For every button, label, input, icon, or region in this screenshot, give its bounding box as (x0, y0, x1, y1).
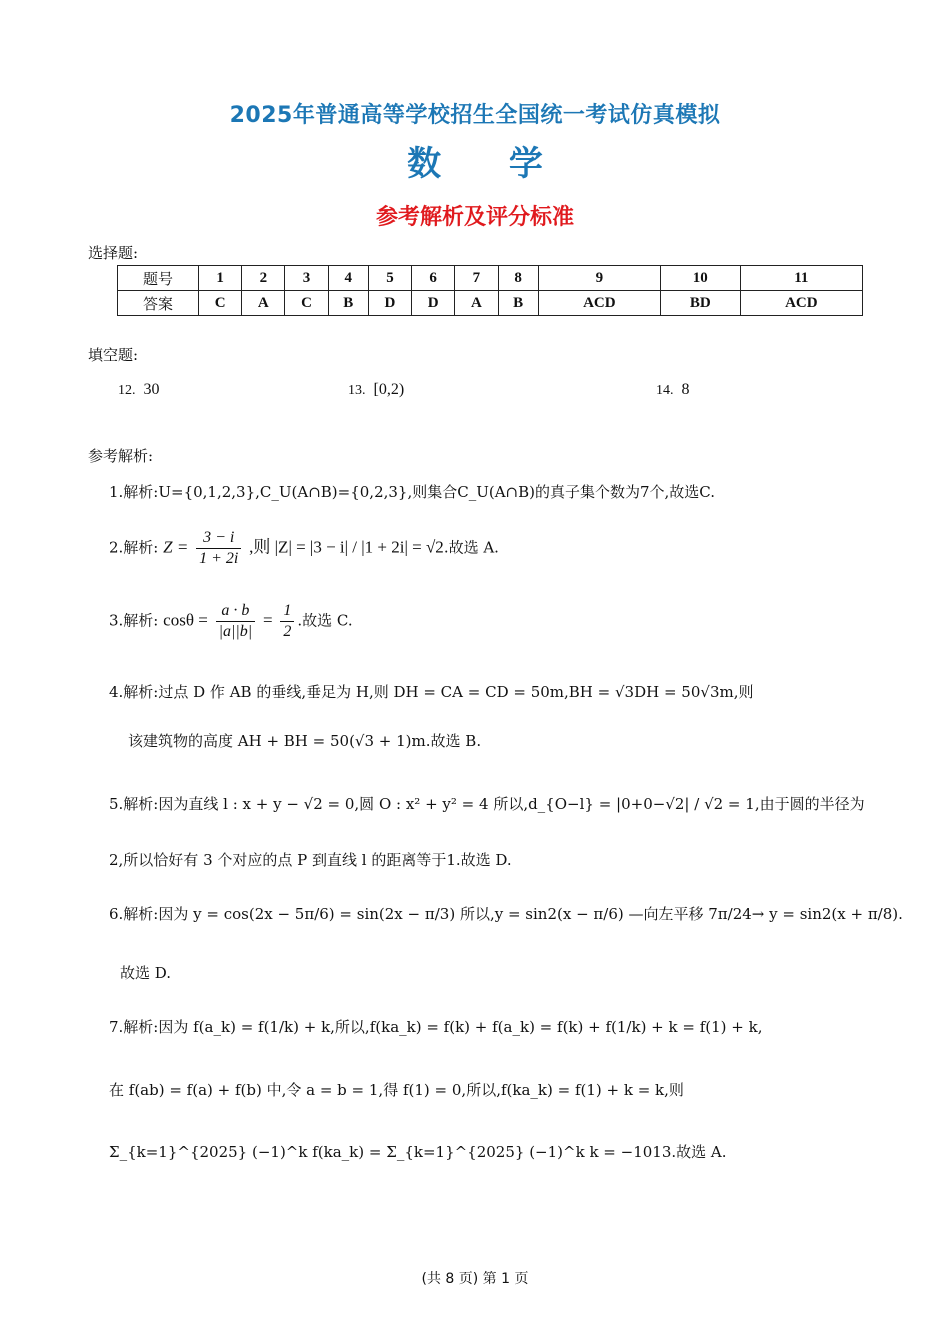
fill-value: [0,2) (373, 381, 405, 398)
formula-text: Z = (163, 537, 189, 557)
fraction (280, 601, 294, 642)
conclusion: .故选 A. (443, 538, 499, 557)
numerator: 1 (280, 601, 294, 622)
answer-cell: C (285, 291, 328, 316)
answer-label: 答案 (118, 291, 199, 316)
solution-label: 3.解析: (109, 611, 159, 630)
fill-item (348, 381, 404, 399)
fill-number: 14. (656, 383, 674, 398)
answer-cell: BD (660, 291, 740, 316)
fill-item (118, 381, 160, 399)
solution-5-line-1: 5.解析:因为直线 l : x + y − √2 = 0,圆 O : x² + y² = 4 所以,d_{O−l} = |0+0−√2| / √2 = 1,由于圆的半径为 (109, 795, 865, 813)
answer-cell: B (328, 291, 368, 316)
answer-cell: D (412, 291, 455, 316)
formula-text: ,则 |Z| = |3 − i| / |1 + 2i| = √2 (249, 537, 444, 557)
denominator: 1 + 2i (199, 550, 239, 567)
page-footer: (共 8 页) 第 1 页 (421, 1271, 529, 1287)
table-row (118, 291, 863, 316)
question-number: 6 (412, 266, 455, 291)
question-number: 9 (538, 266, 660, 291)
table-row (118, 266, 863, 291)
answer-cell: D (368, 291, 411, 316)
answer-key-subtitle: 参考解析及评分标准 (375, 205, 574, 230)
denominator: |a||b| (218, 623, 253, 640)
solution-2 (109, 528, 499, 569)
exam-title: 2025年普通高等学校招生全国统一考试仿真模拟 (229, 103, 721, 128)
question-number: 3 (285, 266, 328, 291)
question-number: 1 (199, 266, 242, 291)
answer-table (117, 265, 863, 316)
fill-number: 13. (348, 383, 366, 398)
fill-number: 12. (118, 383, 136, 398)
header-label: 题号 (118, 266, 199, 291)
formula-text: cosθ = (163, 610, 208, 630)
question-number: 10 (660, 266, 740, 291)
fill-value: 30 (143, 381, 160, 398)
solution-6-line-2: 故选 D. (120, 964, 172, 982)
question-number: 11 (740, 266, 862, 291)
subject-title: 数 学 (407, 144, 571, 184)
fill-item (656, 381, 690, 399)
answer-cell: A (242, 291, 285, 316)
solution-1: 1.解析:U={0,1,2,3},C_U(A∩B)={0,2,3},则集合C_U(A∩B)的真子集个数为7个,故选C. (109, 483, 716, 501)
answer-cell: B (498, 291, 538, 316)
answer-cell: C (199, 291, 242, 316)
solution-5-line-2: 2,所以恰好有 3 个对应的点 P 到直线 l 的距离等于1.故选 D. (109, 851, 512, 869)
answer-cell: ACD (740, 291, 862, 316)
question-number: 2 (242, 266, 285, 291)
denominator: 2 (283, 623, 292, 640)
fill-section-label: 填空题: (88, 346, 139, 364)
solution-7-line-2: 在 f(ab) = f(a) + f(b) 中,令 a = b = 1,得 f(1) = 0,所以,f(ka_k) = f(1) + k = k,则 (109, 1081, 684, 1099)
question-number: 5 (368, 266, 411, 291)
solution-3: 3.解析: cosθ = $\frac{a \cdot b}{|a||b|}$ = $\frac{1}{2}$ .故选 C. (109, 602, 353, 640)
solution-label: 2.解析: (109, 538, 159, 557)
solution-4-line-2: 该建筑物的高度 AH + BH = 50(√3 + 1)m.故选 B. (128, 732, 482, 750)
fill-value: 8 (681, 381, 690, 398)
fraction (216, 601, 256, 642)
solution-4-line-1: 4.解析:过点 D 作 AB 的垂线,垂足为 H,则 DH = CA = CD = 50m,BH = √3DH = 50√3m,则 (109, 683, 754, 701)
solution-7-line-1: 7.解析:因为 f(a_k) = f(1/k) + k,所以,f(ka_k) = f(k) + f(a_k) = f(k) + f(1/k) + k = f(1) + k, (109, 1018, 763, 1036)
question-number: 8 (498, 266, 538, 291)
answer-cell: A (455, 291, 498, 316)
numerator: 3 − i (196, 528, 241, 549)
solution-6-line-1: 6.解析:因为 y = cos(2x − 5π/6) = sin(2x − π/3) 所以,y = sin2(x − π/6) —向左平移 7π/24→ y = sin2(x + π/8). (109, 905, 903, 923)
answer-cell: ACD (538, 291, 660, 316)
numerator: a · b (216, 601, 256, 622)
conclusion: .故选 C. (297, 611, 353, 630)
choice-section-label: 选择题: (88, 244, 139, 262)
solution-7-line-3: Σ_{k=1}^{2025} (−1)^k f(ka_k) = Σ_{k=1}^{2025} (−1)^k k = −1013.故选 A. (109, 1143, 727, 1161)
question-number: 4 (328, 266, 368, 291)
question-number: 7 (455, 266, 498, 291)
analysis-section-label: 参考解析: (88, 447, 154, 465)
fraction (196, 528, 241, 569)
